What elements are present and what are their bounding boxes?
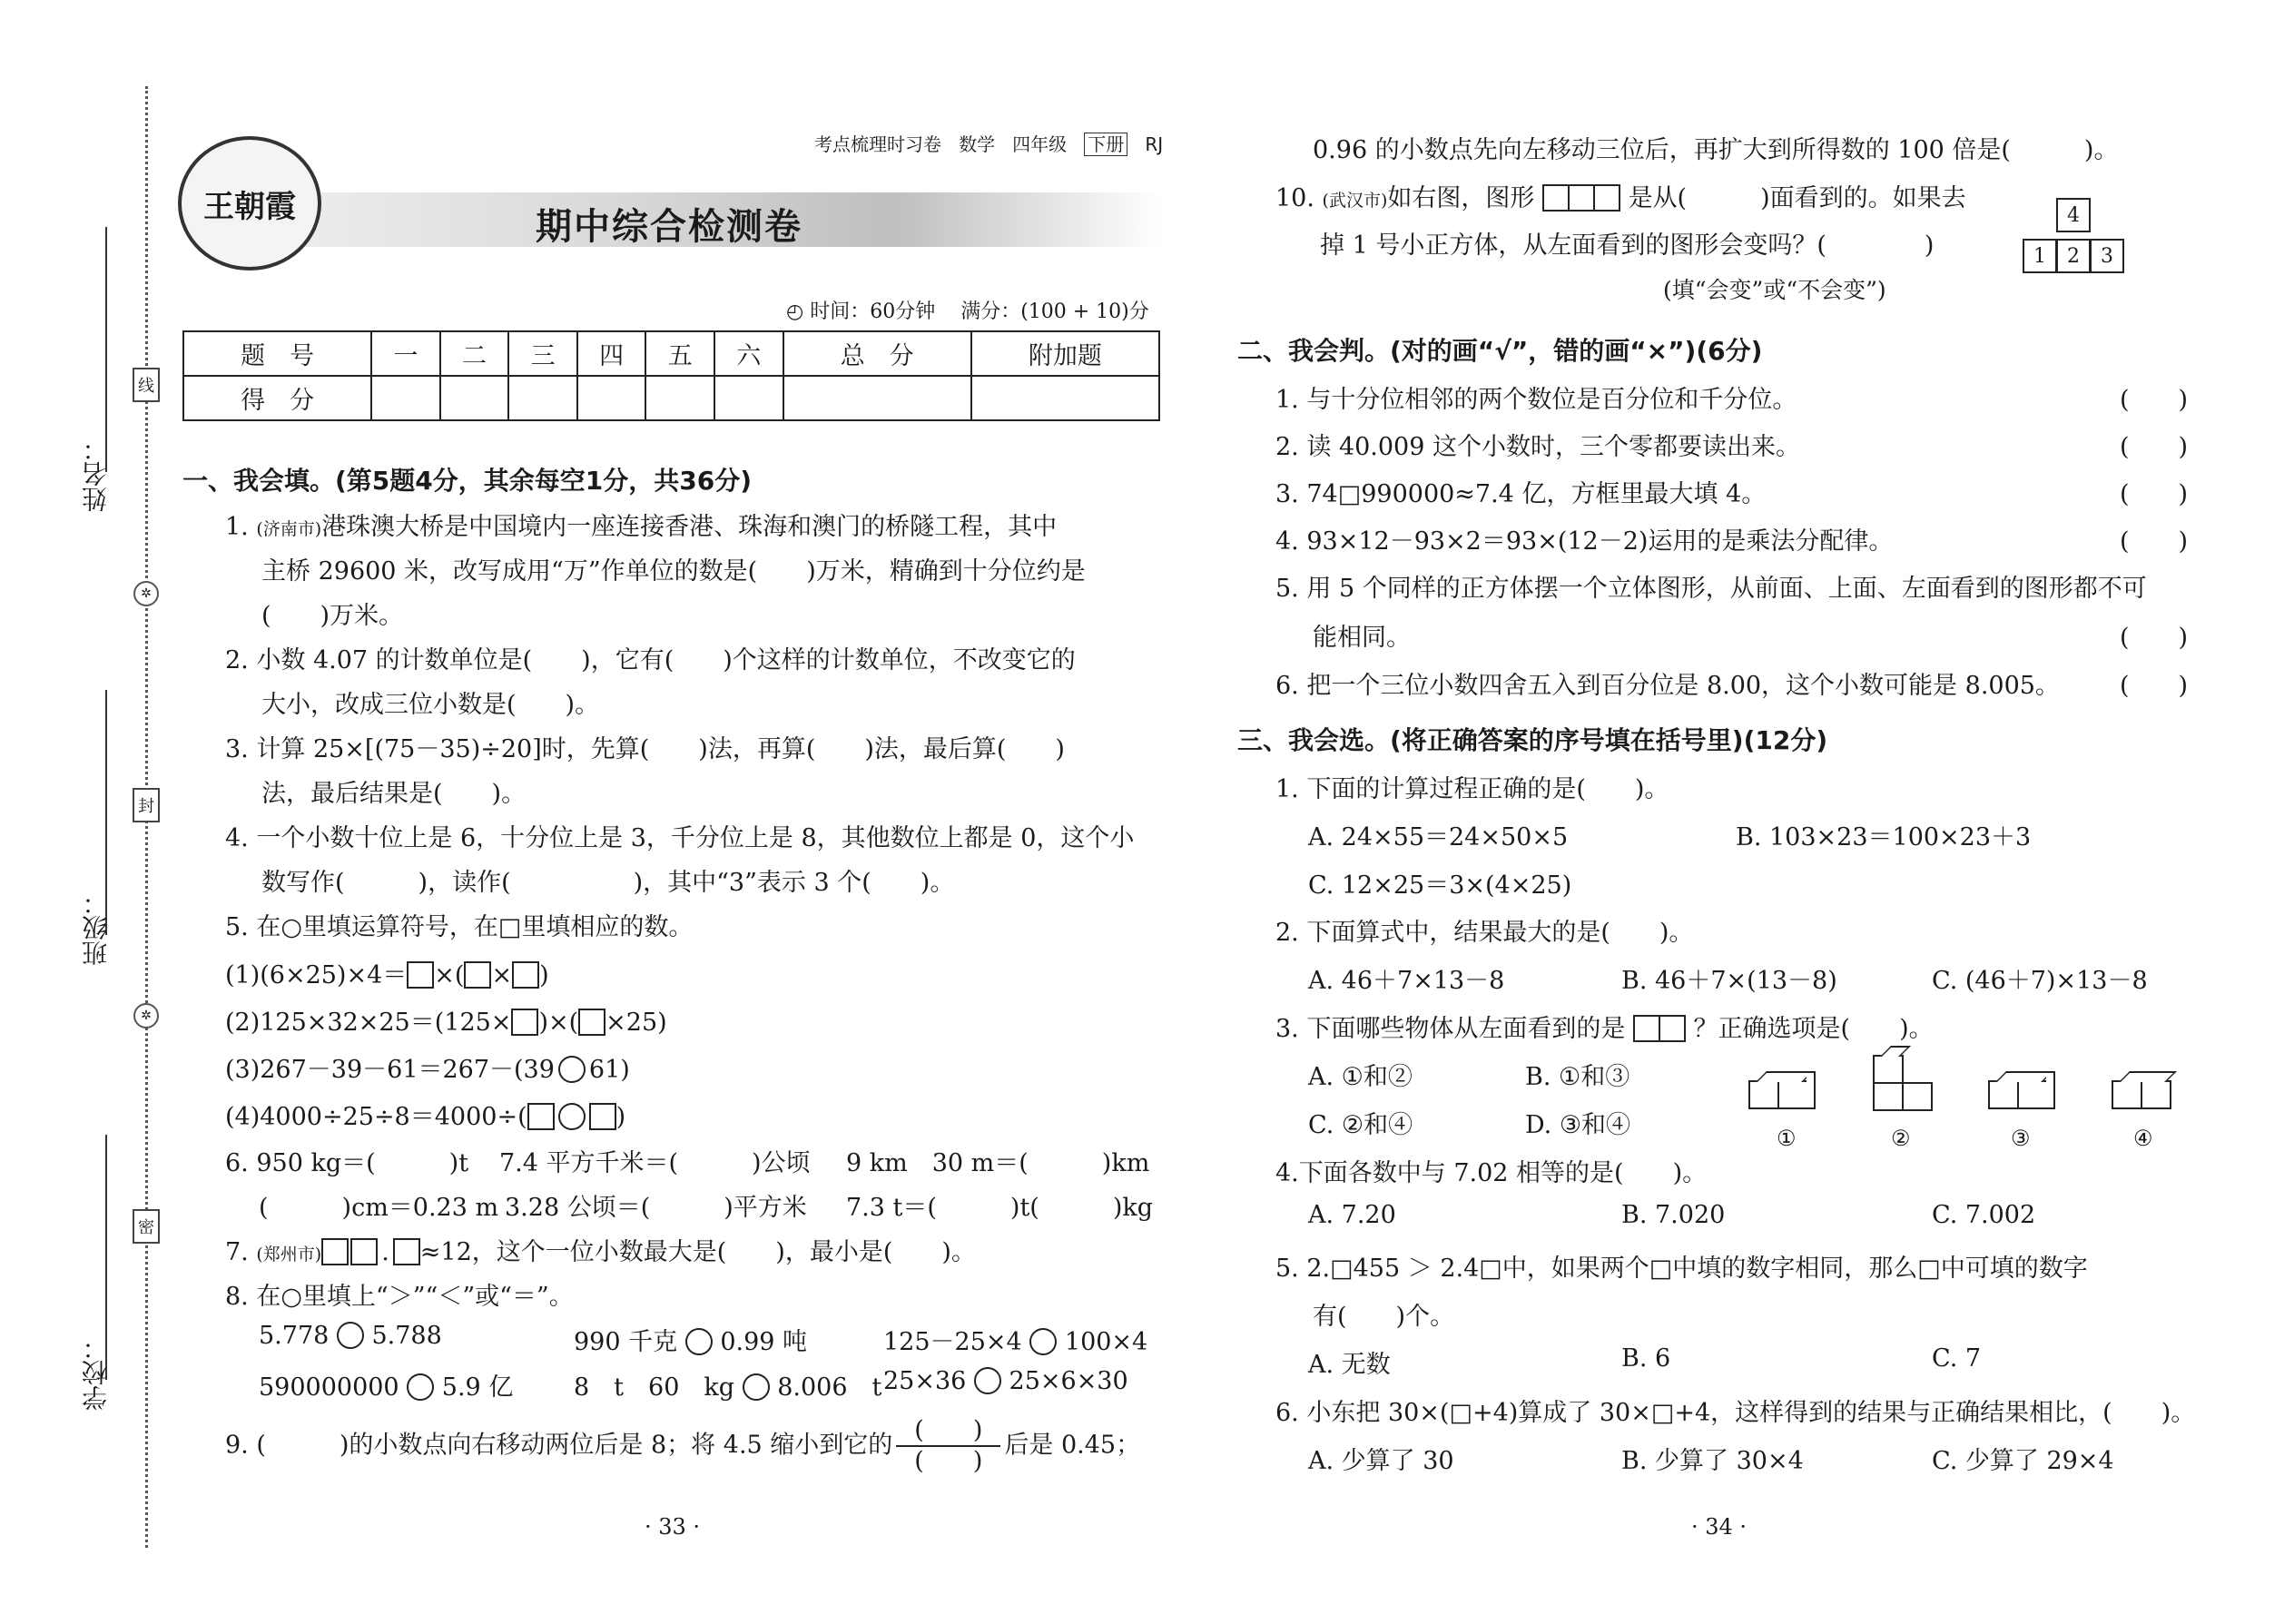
judge-item-1	[1275, 379, 1797, 415]
item-num: 5.	[1275, 575, 1299, 603]
choice-q1	[1275, 769, 1669, 804]
q8-compare	[259, 1322, 442, 1350]
judge-item-5-cont: 能相同。	[1313, 624, 1411, 652]
table-cell[interactable]	[645, 376, 714, 420]
table-cell[interactable]	[783, 376, 971, 420]
cube-2: 2	[2056, 239, 2091, 273]
judge-paren[interactable]: ( )	[2120, 480, 2189, 508]
table-cell: 三	[508, 331, 577, 376]
figure-label: ④	[2133, 1126, 2153, 1151]
table-cell: 六	[714, 331, 783, 376]
item-num: 4.	[1275, 1159, 1299, 1187]
figure-box	[1659, 1015, 1686, 1042]
q5-text: ×(	[434, 961, 465, 989]
q9-line1	[225, 1416, 1140, 1476]
q4-num: 4.	[225, 824, 249, 852]
item-num: 6.	[1275, 672, 1299, 700]
q6-item: 950 kg＝( )t	[256, 1149, 469, 1177]
page-number-right: · 34 ·	[1691, 1514, 1748, 1540]
table-cell: 五	[645, 331, 714, 376]
item-num: 1.	[1275, 775, 1299, 803]
choice-q3	[1275, 1009, 1934, 1044]
judge-item-3	[1275, 474, 1766, 509]
option-c[interactable]: C. 12×25＝3×(4×25)	[1308, 871, 1572, 900]
q4-text: 一个小数十位上是 6，十分位上是 3，千分位上是 8，其他数位上都是 0，这个小	[256, 824, 1135, 852]
q10-text: 是从( )面看到的。如果去	[1628, 184, 1966, 212]
answer-circle[interactable]	[974, 1367, 1001, 1394]
item-text: 下面哪些物体从左面看到的是	[1306, 1015, 1626, 1043]
q9-num: 9.	[225, 1431, 249, 1460]
item-text: 把一个三位小数四舍五入到百分位是 8.00，这个小数可能是 8.005。	[1306, 672, 2060, 700]
q5-num: 5.	[225, 913, 249, 941]
q2-line2: 大小，改成三位小数是( )。	[261, 691, 600, 719]
answer-box[interactable]	[321, 1238, 349, 1265]
q10-num: 10.	[1275, 184, 1314, 212]
choice-q4	[1275, 1153, 1707, 1188]
table-cell: 四	[577, 331, 646, 376]
answer-box[interactable]	[578, 1009, 605, 1036]
section2-title: 二、我会判。(对的画“√”，错的画“×”)(6分)	[1237, 336, 1763, 366]
option-b[interactable]: B. 6	[1621, 1344, 1671, 1373]
q5-text: ×	[491, 961, 513, 989]
q8-intro	[225, 1276, 574, 1312]
item-text: 用 5 个同样的正方体摆一个立体图形，从前面、上面、左面看到的图形都不可	[1306, 575, 2147, 603]
answer-box[interactable]	[511, 1009, 538, 1036]
q8-text: 8.006 t	[777, 1373, 882, 1402]
q5-text: (4)4000÷25÷8＝4000÷(	[225, 1103, 527, 1131]
item-num: 3.	[1275, 1015, 1299, 1043]
table-cell: 二	[440, 331, 509, 376]
q5-text: )	[615, 1103, 626, 1131]
option-c[interactable]: C. (46＋7)×13－8	[1932, 967, 2148, 995]
judge-paren[interactable]: ( )	[2120, 433, 2189, 461]
q4-line2: 数写作( )，读作( )，其中“3”表示 3 个( )。	[261, 869, 955, 897]
q2-line1	[225, 640, 1076, 675]
score-table-score-row	[183, 376, 1159, 420]
q5-part1	[225, 955, 549, 990]
answer-circle[interactable]	[558, 1103, 586, 1130]
score-table-header-row	[183, 331, 1159, 376]
item-text: 74□990000≈7.4 亿，方框里最大填 4。	[1306, 480, 1767, 508]
q7-text: ≈12，这个一位小数最大是( )，最小是( )。	[419, 1238, 976, 1266]
answer-box[interactable]	[464, 961, 491, 989]
item-text: 下面算式中，结果最大的是( )。	[1306, 919, 1694, 947]
table-cell[interactable]	[371, 376, 440, 420]
item-text: 下面的计算过程正确的是( )。	[1306, 775, 1669, 803]
judge-paren[interactable]: ( )	[2120, 624, 2189, 652]
clock-icon: ◴	[786, 300, 804, 323]
q1-num: 1.	[225, 513, 249, 541]
cube-1: 1	[2023, 239, 2057, 273]
judge-item-4	[1275, 521, 1893, 556]
figure-box	[1593, 184, 1620, 212]
q8-text: 8 t 60 kg	[574, 1373, 735, 1402]
logo-text: 王朝霞	[203, 188, 296, 225]
q5-text: )	[539, 961, 549, 989]
answer-circle[interactable]	[337, 1322, 364, 1349]
series-label: 考点梳理时习卷	[814, 133, 941, 155]
q8-text: 5.9 亿	[441, 1373, 514, 1402]
table-cell[interactable]	[714, 376, 783, 420]
item-text: ？正确选项是( )。	[1693, 1015, 1934, 1043]
q8-text: 590000000	[259, 1373, 399, 1402]
time-info: 时间：60分钟	[810, 300, 936, 323]
fraction-numerator[interactable]: ( )	[896, 1416, 1000, 1447]
q1-line3: ( )万米。	[261, 602, 404, 630]
page-number-left: · 33 ·	[645, 1514, 701, 1540]
answer-circle[interactable]	[685, 1328, 713, 1355]
answer-circle[interactable]	[1029, 1328, 1057, 1355]
answer-box[interactable]	[512, 961, 539, 989]
stamp-secret: 密	[133, 1209, 160, 1244]
q9-text: ( )的小数点向右移动两位后是 8；将 4.5 缩小到它的	[256, 1431, 893, 1460]
q4-line1	[225, 818, 1134, 853]
q6-item: 7.4 平方千米＝( )公顷	[499, 1149, 811, 1177]
option-c[interactable]: C. 少算了 29×4	[1932, 1447, 2114, 1475]
figure-box	[1568, 184, 1595, 212]
option-a[interactable]: A. ①和②	[1308, 1063, 1413, 1091]
q3-num: 3.	[225, 735, 249, 763]
grade-label: 四年级	[1012, 133, 1068, 155]
q8-compare	[259, 1367, 513, 1403]
item-text: 下面各数中与 7.02 相等的是( )。	[1298, 1159, 1708, 1187]
option-a[interactable]: A. 24×55＝24×50×5	[1308, 823, 1569, 851]
cube-4: 4	[2056, 198, 2091, 232]
q8-compare	[883, 1367, 1128, 1395]
q8-text: 5.778	[259, 1322, 330, 1350]
q10-hint: (填“会变”或“不会变”)	[1663, 277, 1886, 303]
q3-line2: 法，最后结果是( )。	[261, 780, 527, 808]
q7-city: (郑州市)	[256, 1245, 322, 1265]
q8-compare	[574, 1367, 881, 1403]
judge-paren[interactable]: ( )	[2120, 386, 2189, 414]
q8-text: 125－25×4	[883, 1328, 1022, 1356]
edition-label: RJ	[1145, 133, 1164, 155]
item-num: 2.	[1275, 433, 1299, 461]
answer-box[interactable]	[527, 1103, 555, 1130]
figure-label: ②	[1891, 1126, 1911, 1151]
q7-line	[225, 1232, 976, 1267]
q10-text: 如右图，图形	[1387, 184, 1535, 212]
volume-label: 下册	[1084, 133, 1127, 156]
cube-3: 3	[2090, 239, 2124, 273]
q8-num: 8.	[225, 1283, 249, 1311]
judge-item-2	[1275, 427, 1800, 462]
option-b[interactable]: B. 103×23＝100×23＋3	[1736, 823, 2032, 851]
class-label: 班级：	[81, 890, 111, 966]
table-cell: 题 号	[183, 331, 371, 376]
q1-city: (济南市)	[256, 519, 322, 539]
table-cell: 得 分	[183, 376, 371, 420]
option-a[interactable]: A. 无数	[1308, 1351, 1391, 1379]
choice-q6	[1275, 1393, 2195, 1428]
publisher-logo	[178, 136, 321, 271]
q9-fraction	[896, 1416, 1000, 1476]
q9-text: 后是 0.45；	[1004, 1431, 1141, 1460]
answer-circle[interactable]	[558, 1056, 586, 1083]
q5-part2	[225, 1002, 667, 1038]
q6-item: 3.28 公顷＝( )平方米	[505, 1194, 807, 1222]
q6-item: ( )cm＝0.23 m	[259, 1194, 499, 1222]
table-cell: 附加题	[971, 331, 1159, 376]
item-num: 1.	[1275, 386, 1299, 414]
q5-text: 在○里填运算符号，在□里填相应的数。	[256, 913, 694, 941]
item-text: 与十分位相邻的两个数位是百分位和千分位。	[1306, 386, 1797, 414]
answer-circle[interactable]	[743, 1373, 770, 1401]
answer-box[interactable]	[350, 1238, 378, 1265]
time-score-info	[786, 296, 1149, 324]
item-num: 3.	[1275, 480, 1299, 508]
choice-q5-cont: 有( )个。	[1313, 1303, 1455, 1331]
q10-city: (武汉市)	[1322, 191, 1388, 211]
q8-text: 990 千克	[574, 1328, 678, 1356]
judge-item-6	[1275, 665, 2060, 701]
option-b[interactable]: B. 少算了 30×4	[1621, 1447, 1804, 1475]
item-num: 2.	[1275, 919, 1299, 947]
q6-num: 6.	[225, 1149, 249, 1177]
name-label: 姓名：	[81, 436, 111, 512]
option-c[interactable]: C. 7	[1932, 1344, 1982, 1373]
figure-box	[1633, 1015, 1660, 1042]
figure-box	[1542, 184, 1570, 212]
subject-label: 数学	[959, 133, 996, 155]
item-num: 6.	[1275, 1399, 1299, 1427]
answer-box[interactable]	[407, 961, 434, 989]
q3-line1	[225, 729, 1065, 764]
q2-text: 小数 4.07 的计数单位是( )，它有( )个这样的计数单位，不改变它的	[256, 646, 1076, 674]
table-cell[interactable]	[508, 376, 577, 420]
page-title: 期中综合检测卷	[536, 206, 802, 248]
q1-line2: 主桥 29600 米，改写成用“万”作单位的数是( )万米，精确到十分位约是	[261, 557, 1086, 586]
q8-text: 5.788	[371, 1322, 442, 1350]
q8-text: 100×4	[1064, 1328, 1148, 1356]
answer-box[interactable]	[589, 1103, 616, 1130]
q7-num: 7.	[225, 1238, 249, 1266]
choice-q5	[1275, 1248, 2088, 1284]
header-meta	[814, 130, 1163, 156]
table-cell: 总 分	[783, 331, 971, 376]
q8-text: 25×36	[883, 1367, 967, 1395]
binding-ornament-icon: ✲	[133, 1003, 159, 1029]
table-cell: 一	[371, 331, 440, 376]
judge-paren[interactable]: ( )	[2120, 527, 2189, 556]
stamp-seal: 封	[133, 788, 160, 822]
q1-text: 港珠澳大桥是中国境内一座连接香港、珠海和澳门的桥隧工程，其中	[321, 513, 1058, 541]
table-cell[interactable]	[971, 376, 1159, 420]
q6-item: 7.3 t＝( )t( )kg	[846, 1194, 1154, 1222]
q6-item: 9 km 30 m＝( )km	[846, 1149, 1150, 1177]
q9-continuation: 0.96 的小数点先向左移动三位后，再扩大到所得数的 100 倍是( )。	[1313, 136, 2119, 164]
q2-num: 2.	[225, 646, 249, 674]
q8-text: 在○里填上“＞”“＜”或“＝”。	[256, 1283, 574, 1311]
q8-text: 25×6×30	[1009, 1367, 1128, 1395]
choice-q2	[1275, 912, 1693, 948]
answer-circle[interactable]	[407, 1373, 434, 1401]
option-d[interactable]: D. ③和④	[1525, 1111, 1631, 1139]
q1-line1	[225, 507, 1057, 542]
option-b[interactable]: B. ①和③	[1525, 1063, 1630, 1091]
figure-label: ③	[2011, 1126, 2031, 1151]
score-info: 满分：(100 + 10)分	[960, 300, 1149, 323]
q5-intro	[225, 907, 693, 942]
binding-ornament-icon: ✲	[133, 581, 159, 606]
school-label: 学校：	[81, 1334, 111, 1411]
q10-line1	[1275, 178, 1966, 213]
q5-text: 61)	[588, 1056, 630, 1084]
option-c[interactable]: C. ②和④	[1308, 1111, 1413, 1139]
section1-title: 一、我会填。(第5题4分，其余每空1分，共36分)	[182, 466, 753, 496]
q10-line2: 掉 1 号小正方体，从左面看到的图形会变吗？( )	[1320, 231, 1935, 260]
q5-text: ×25)	[605, 1009, 667, 1037]
judge-item-5	[1275, 568, 2147, 604]
option-a[interactable]: A. 46＋7×13－8	[1308, 967, 1505, 995]
q5-text: (1)(6×25)×4＝	[225, 961, 408, 989]
q8-text: 0.99 吨	[720, 1328, 808, 1356]
figure-label: ①	[1777, 1126, 1797, 1151]
q5-text: (3)267－39－61＝267－(39	[225, 1056, 555, 1084]
q7-dot: .	[381, 1238, 389, 1266]
option-b[interactable]: B. 46＋7×(13－8)	[1621, 967, 1837, 995]
option-a[interactable]: A. 7.20	[1308, 1201, 1396, 1229]
option-b[interactable]: B. 7.020	[1621, 1201, 1726, 1229]
q5-part4	[225, 1097, 625, 1132]
judge-paren[interactable]: ( )	[2120, 672, 2189, 700]
item-num: 5.	[1275, 1255, 1299, 1283]
q6-line1	[225, 1143, 468, 1178]
q3-text: 计算 25×[(75－35)÷20]时，先算( )法，再算( )法，最后算( )	[256, 735, 1065, 763]
score-table	[182, 330, 1160, 421]
item-num: 4.	[1275, 527, 1299, 556]
option-a[interactable]: A. 少算了 30	[1308, 1447, 1454, 1475]
fraction-denominator[interactable]: ( )	[914, 1447, 983, 1475]
stamp-line: 线	[133, 368, 160, 402]
q8-compare	[883, 1322, 1147, 1357]
answer-box[interactable]	[393, 1238, 420, 1265]
q5-text: (2)125×32×25＝(125×	[225, 1009, 512, 1037]
item-text: 小东把 30×(□+4)算成了 30×□+4，这样得到的结果与正确结果相比，( )。	[1306, 1399, 2196, 1427]
item-text: 2.□455 ＞ 2.4□中，如果两个□中填的数字相同，那么□中可填的数字	[1306, 1255, 2088, 1283]
option-c[interactable]: C. 7.002	[1932, 1201, 2036, 1229]
section3-title: 三、我会选。(将正确答案的序号填在括号里)(12分)	[1237, 725, 1828, 755]
table-cell[interactable]	[577, 376, 646, 420]
item-text: 93×12－93×2＝93×(12－2)运用的是乘法分配律。	[1306, 527, 1894, 556]
table-cell[interactable]	[440, 376, 509, 420]
q5-text: )×(	[538, 1009, 579, 1037]
q8-compare	[574, 1322, 807, 1357]
q5-part3	[225, 1049, 630, 1085]
item-text: 读 40.009 这个小数时，三个零都要读出来。	[1306, 433, 1800, 461]
